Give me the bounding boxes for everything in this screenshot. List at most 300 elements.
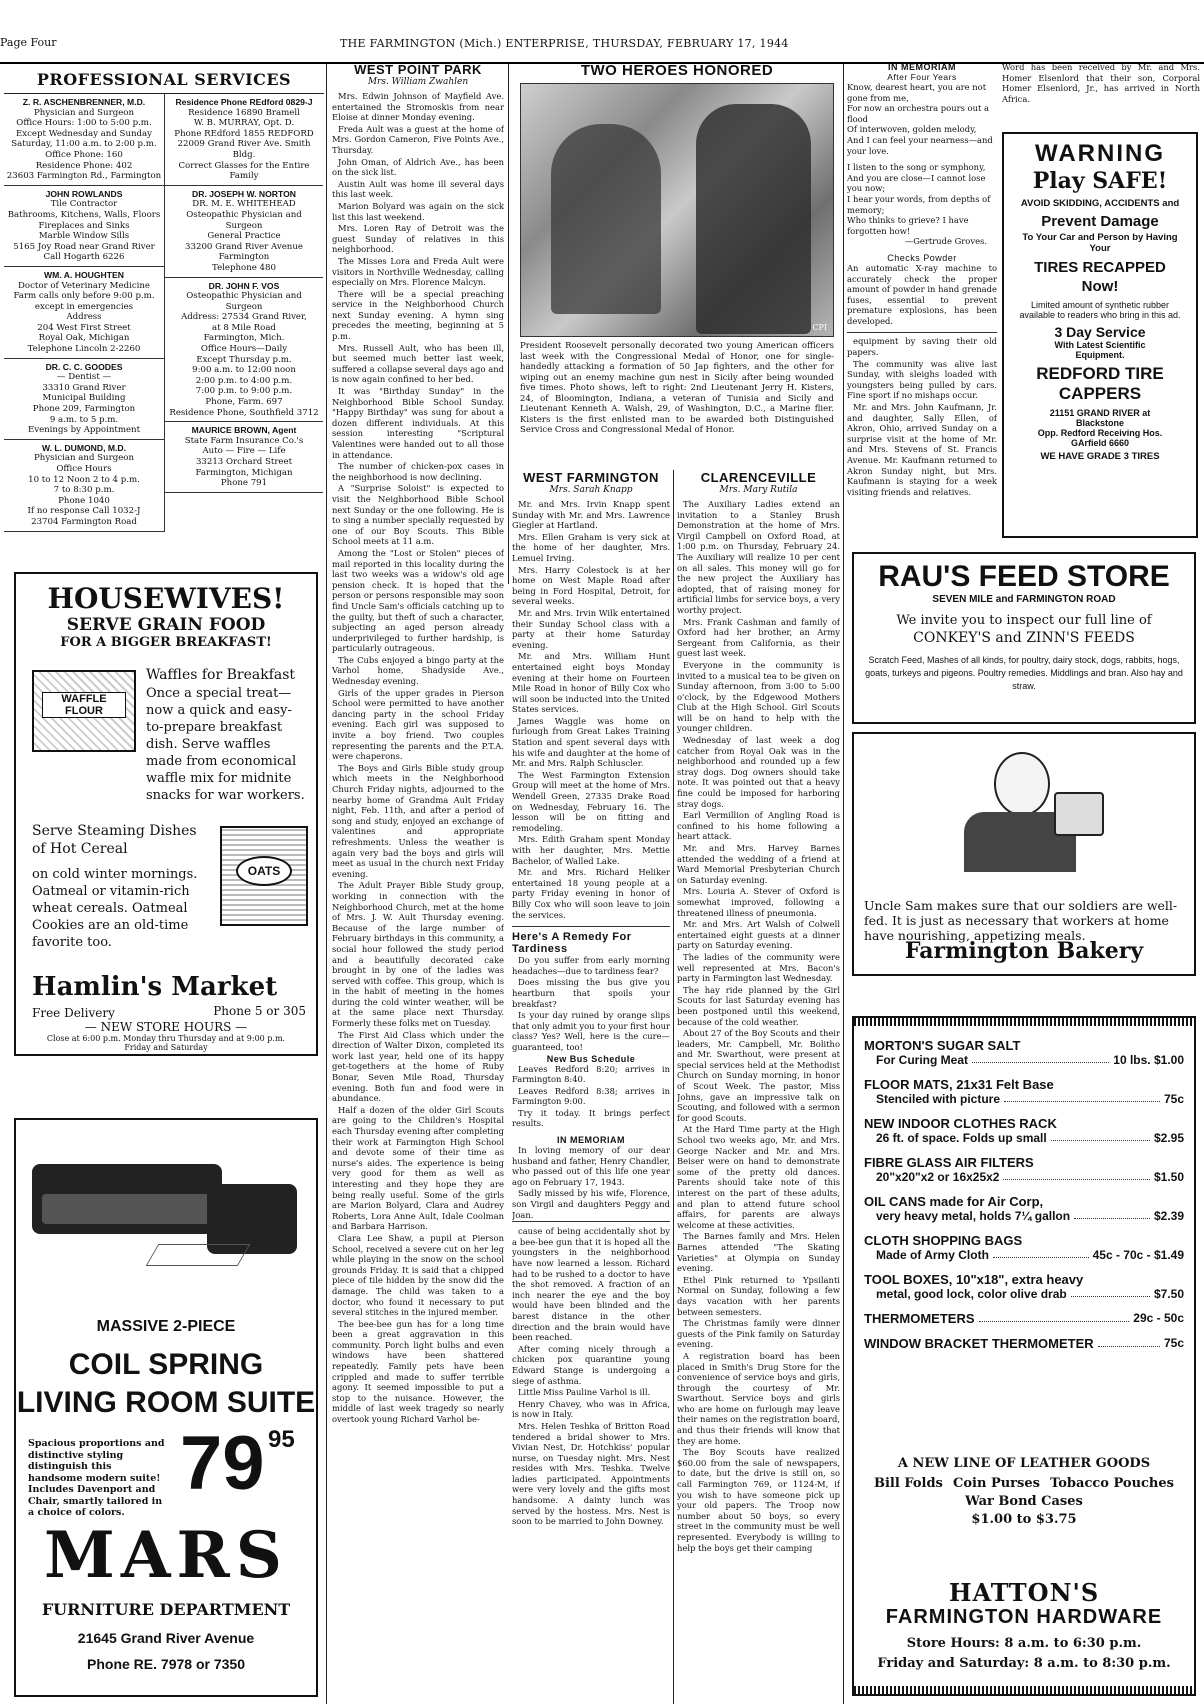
card-line: Tile Contractor	[50, 199, 118, 210]
paragraph: Little Miss Pauline Varhol is ill.	[518, 1387, 651, 1398]
hardware-item-price: $1.50	[1153, 1170, 1184, 1184]
card-line: General Practice	[207, 231, 281, 242]
hardware-item	[864, 1336, 1184, 1351]
cereal-body: on cold winter mornings. Oatmeal or vitamin-rich wheat cereals. Oatmeal Cookies are an old-time favorite too.	[32, 867, 198, 950]
paragraph: At the Hard Time party at the High School two weeks ago, Mr. and Mrs. George Nacker and Mr. and Mrs. Beiser were on hand to demonstrate some of the pretty old dances. Parents should take note of this interest on the part of these adults, and plan to attend future school affairs, for parents are always welcome at these activities.	[677, 1124, 840, 1230]
hardware-item-detail: 20"x20"x2 or 16x25x2	[876, 1170, 1000, 1184]
paragraph: Mrs. Helen Teshka of Britton Road tendered a bridal shower to Mrs. Vivian Nest, Dr. Hotchkiss' popular nurse, on Tuesday night. Mrs. Nest resides with Mrs. Teshka. Twelve ladies participated. Appointments were very lovely and the gifts most handsome. A dainty lunch was served by the hostess. Mrs. Nest is soon to be married to John Downey.	[512, 1420, 670, 1527]
to-your-car: To Your Car and Person by Having Your	[1022, 232, 1178, 254]
leather-item: Coin Purses	[953, 1476, 1040, 1491]
paragraph: Mrs. Harry Colestock is at her home on West Maple Road after being in Ford Hospital, Detroit, for several weeks.	[512, 564, 670, 607]
rau-invite: We invite you to inspect our full line of	[896, 613, 1152, 628]
card-line: Office Hours: 1:00 to 5:00 p.m.	[16, 118, 152, 129]
farmington-bakery-ad	[852, 732, 1196, 976]
hardware-item	[864, 1077, 1184, 1106]
leader-dots	[1074, 1209, 1150, 1219]
bus-schedule-body	[512, 1064, 670, 1130]
paragraph: The Barnes family and Mrs. Helen Barnes attended "The Skating Varieties" at Olympia on Sunday evening.	[677, 1231, 840, 1274]
paragraph: Leaves Redford 8:38; arrives in Farmington 9:00.	[512, 1085, 670, 1107]
leather-item: Bill Folds	[874, 1476, 943, 1491]
card-name: WM. A. HOUGHTEN	[44, 269, 124, 280]
poem-title: IN MEMORIAM	[888, 62, 956, 72]
card-line: 23704 Farmington Road	[31, 516, 137, 527]
masthead	[0, 22, 1204, 58]
poem-line: I hear your words, from depths of memory;	[847, 193, 991, 215]
paragraph: Among the "Lost or Stolen" pieces of mail reported in this locality during the last two weeks was a widow's old age pension check. It is hoped that the person or persons responsible may soon find Uncle Sam's officials catching up to the guilty, but theft of such a character, subjecting an aged person already underprivileged to further hardship, is particularly outrageous.	[332, 547, 504, 654]
scientific-equipment: With Latest Scientific Equipment.	[1054, 340, 1146, 360]
professional-right-column	[165, 94, 323, 532]
hardware-item	[864, 1194, 1184, 1223]
card-line: Farmington, Michigan	[195, 467, 293, 478]
hardware-item-detail: metal, good lock, color olive drab	[876, 1287, 1067, 1301]
mars-furniture-ad	[14, 1118, 318, 1697]
paragraph: equipment by saving their old papers.	[847, 336, 997, 358]
hatton-hours: Store Hours: 8 a.m. to 6:30 p.m.	[906, 1636, 1142, 1651]
oats-box-label: OATS	[236, 856, 292, 886]
paragraph: Mrs. Frank Cashman and family of Oxford had her brother, an Army Sergeant from California, as their guest last week.	[677, 616, 840, 659]
hardware-item-detail: 26 ft. of space. Folds up small	[876, 1131, 1047, 1145]
hardware-item-row	[864, 1311, 1184, 1326]
column-rule	[326, 64, 327, 1704]
card-line: Residence Phone, Southfield 3712	[169, 407, 319, 418]
hardware-item	[864, 1038, 1184, 1067]
war-bond-cases: War Bond Cases	[965, 1494, 1083, 1509]
paragraph: The Christmas family were dinner guests of the Pink family on Saturday evening.	[677, 1318, 840, 1350]
leader-dots	[1051, 1131, 1150, 1141]
hatton-subtitle: FARMINGTON HARDWARE	[885, 1606, 1163, 1628]
paragraph: Henry Chavey, who was in Africa, is now in Italy.	[512, 1398, 670, 1420]
card-line: 7:00 p.m. to 9:00 p.m.	[195, 386, 293, 397]
hardware-item-price: 75c	[1163, 1092, 1184, 1106]
remedy-title: Here's A Remedy For Tardiness	[512, 926, 670, 955]
column-byline: Mrs. Mary Rutila	[719, 485, 798, 495]
cereal-copy	[32, 822, 212, 951]
memoriam-body	[512, 1145, 670, 1222]
hardware-item	[864, 1233, 1184, 1262]
store-phone: Phone 5 or 305	[213, 1004, 306, 1018]
professional-card	[4, 440, 164, 532]
card-line: at 8 Mile Road	[212, 322, 276, 333]
professional-card	[165, 422, 323, 493]
clarenceville-column	[677, 470, 840, 1702]
paragraph: Mr. and Mrs. William Hunt entertained eight boys Monday evening at their home on Fourteen Mile Road in honor of Billy Cox who will soon be inducted into the United States services.	[512, 651, 670, 715]
leather-item: Tobacco Pouches	[1050, 1476, 1174, 1491]
hardware-item-subrow	[864, 1287, 1184, 1301]
card-line: Residence 16890 Bramell	[188, 107, 300, 118]
waffle-title: Waffles for Breakfast	[146, 667, 296, 683]
hardware-item-detail: very heavy metal, holds 7¼ gallon	[876, 1209, 1071, 1223]
leader-dots	[993, 1248, 1089, 1258]
card-line: 33213 Orchard Street	[195, 457, 293, 467]
column-continued	[512, 1226, 670, 1527]
suite-line2: COIL SPRING	[68, 1348, 264, 1381]
rau-list: Scratch Feed, Mashes of all kinds, for poultry, dairy stock, dogs, rabbits, hogs, goats, turkeys and pigeons. Poultry remedies. Middlings and bran. Also hay and straw.	[865, 655, 1183, 691]
mars-address: 21645 Grand River Avenue	[77, 1630, 255, 1646]
day-service: 3 Day Service	[1054, 324, 1146, 340]
hardware-item-detail: For Curing Meat	[876, 1053, 968, 1067]
checks-powder-title: Checks Powder	[887, 252, 957, 263]
paragraph: The community was alive last Sunday, with sleighs loaded with youngsters being pulled by cars. Fine sport if no mishaps occur.	[847, 358, 997, 401]
card-line: Osteopathic Physician and	[186, 209, 302, 220]
card-line: Call Hogarth 6226	[43, 252, 125, 263]
card-line: Telephone Lincoln 2-2260	[27, 344, 141, 355]
hardware-item-subrow	[864, 1170, 1184, 1184]
poem-line: Of interwoven, golden melody,	[847, 124, 977, 135]
paragraph: There will be a special preaching service in the Neighborhood Church next Sunday evening. A hymn sing precedes the meeting, beginning at 5 p.m.	[332, 288, 504, 342]
card-line: Phone 791	[220, 478, 268, 489]
mars-department: FURNITURE DEPARTMENT	[41, 1600, 291, 1619]
card-line: Office Hours—Daily	[200, 344, 288, 355]
card-line: 9 a.m. to 5 p.m.	[49, 414, 119, 425]
professional-card	[4, 359, 164, 440]
hardware-item-price: 29c - 50c	[1133, 1311, 1184, 1325]
checks-powder-body: An automatic X-ray machine to accurately check the proper amount of powder in hand grenade fuses, essential to prevent premature explosions, has been developed.	[847, 262, 997, 326]
card-line: 9:00 a.m. to 12:00 noon	[192, 365, 296, 376]
card-line: 33310 Grand River	[42, 382, 126, 393]
card-line: Address: 27534 Grand River,	[181, 312, 307, 323]
column-title: CLARENCEVILLE	[700, 470, 817, 485]
hardware-item	[864, 1116, 1184, 1145]
card-name: Residence Phone REdford 0829-J	[175, 97, 313, 107]
column-title: WEST FARMINGTON	[523, 470, 659, 485]
paragraph: Mrs. Ellen Graham is very sick at the home of her daughter, Mrs. Lemuel Irving.	[512, 531, 670, 563]
waffle-box-label: WAFFLE FLOUR	[42, 692, 126, 718]
hardware-item-subrow	[864, 1092, 1184, 1106]
professional-card	[4, 267, 164, 359]
poem-line: And you are close—I cannot lose you now;	[847, 172, 986, 194]
paragraph: Clara Lee Shaw, a pupil at Pierson School, received a severe cut on her leg while playing in the snow on the school grounds Friday. It is said that a chipped piece of tile hidden by the snow did the damage. The child was taken to a doctor, who found it necessary to put several stitches in the injured member.	[332, 1232, 504, 1318]
hardware-item-price: $2.39	[1153, 1209, 1184, 1223]
card-line: Telephone 480	[212, 262, 276, 273]
card-line: Farmington	[218, 252, 270, 263]
professional-card	[165, 278, 323, 423]
paragraph: Wednesday of last week a dog catcher from Royal Oak was in the neighborhood and rounded up a few stray dogs. Dog owners should take note. It was pointed out that a heavy fine could be imposed for harboring stray dogs.	[677, 735, 840, 809]
paragraph: Mrs. Louria A. Stever of Oxford is somewhat improved, following a threatened illness of pneumonia.	[677, 886, 840, 918]
hardware-item-name: NEW INDOOR CLOTHES RACK	[864, 1116, 1057, 1131]
card-line: Royal Oak, Michigan	[38, 333, 130, 344]
raus-feed-store-ad	[852, 552, 1196, 724]
professional-card	[4, 94, 164, 186]
column-byline: Mrs. William Zwahlen	[367, 77, 469, 87]
store-name: Hamlin's Market	[32, 972, 278, 1002]
paragraph: Half a dozen of the older Girl Scouts are going to the Children's Hospital each Thursday evening after completing their work at Farmington High School and devote some of their time as nurse's aides. The experience is being very good for them as well as interesting and they hope they are being really useful. Some of the girls are Marion Bolyard, Clara and Audrey Roberts, Lora Anne Ault, Idale Coolman and Barbara Harrison.	[332, 1104, 504, 1232]
avoid-skidding: AVOID SKIDDING, ACCIDENTS and	[1020, 198, 1180, 209]
suite-price: 79	[180, 1421, 265, 1506]
paragraph: After coming nicely through a chicken pox quarantine young Edward Stange is undergoing a siege of asthma.	[512, 1343, 670, 1386]
card-line: Except Wednesday and Sunday	[16, 128, 152, 139]
card-line: Phone 1040	[58, 495, 110, 506]
paragraph: The Misses Lora and Freda Ault were visitors in Northville Wednesday, calling especially on Mrs. Florence Malcyn.	[332, 255, 504, 288]
oats-box-image	[220, 826, 308, 926]
paragraph: Girls of the upper grades in Pierson School were permitted to have another dancing party in the school Friday evening. Each girl was supposed to invite a boy friend. Two couples representing the parents and the P.T.A. were chaperons.	[332, 687, 504, 762]
border-pattern	[854, 1018, 1194, 1026]
cereal-title: Serve Steaming Dishes of Hot Cereal	[32, 823, 197, 857]
suite-price-cents: 95	[268, 1426, 295, 1453]
hardware-item	[864, 1311, 1184, 1326]
card-line: 22009 Grand River Ave. Smith Bldg.	[177, 139, 311, 160]
hardware-item-name: FIBRE GLASS AIR FILTERS	[864, 1155, 1034, 1170]
paragraph: James Waggle was home on furlough from Great Lakes Training Station and spent several days with his wife and daughter at the home of Mr. and Mrs. Ralph Schluscler.	[512, 715, 670, 769]
card-line: Phone 209, Farmington	[32, 404, 136, 415]
hardware-item-row	[864, 1038, 1184, 1053]
sofa-illustration	[32, 1134, 302, 1274]
hardware-item-detail: Stenciled with picture	[876, 1092, 1001, 1106]
warning-heading: WARNING	[1035, 140, 1165, 167]
poem-line: Who thinks to grieve? I have forgotten how!	[847, 215, 969, 236]
mars-phone: Phone RE. 7978 or 7350	[87, 1656, 245, 1672]
hardware-item-row	[864, 1272, 1184, 1287]
card-line: Residence Phone: 402	[35, 160, 133, 171]
card-line: 204 West First Street	[37, 322, 131, 333]
rau-address: SEVEN MILE and FARMINGTON ROAD	[932, 594, 1116, 605]
bus-schedule-title: New Bus Schedule	[546, 1053, 636, 1064]
memoriam-title: IN MEMORIAM	[557, 1135, 625, 1146]
redford-address: 21151 GRAND RIVER at Blackstone	[1049, 408, 1151, 428]
redford-opp: Opp. Redford Receiving Hos.	[1037, 428, 1163, 438]
card-line: Saturday, 11:00 a.m. to 2:00 p.m.	[11, 139, 157, 150]
newspaper-title: THE FARMINGTON (Mich.) ENTERPRISE, THURSDAY, FEBRUARY 17, 1944	[340, 37, 789, 50]
column-title: WEST POINT PARK	[354, 62, 482, 77]
bakery-text: Uncle Sam makes sure that our soldiers are well-fed. It is just as necessary that workers at home have nourishing, appetizing meals.	[864, 898, 1178, 943]
card-line: Phone, Farm. 697	[205, 397, 283, 408]
card-line: DR. M. E. WHITEHEAD	[192, 199, 296, 210]
card-line: Evenings by Appointment	[27, 425, 141, 436]
poem-line: And I can feel your nearness—and your love.	[847, 134, 993, 156]
professional-left-column	[4, 94, 165, 532]
paragraph: Try it today. It brings perfect results.	[512, 1107, 670, 1129]
photo-credit: CPI	[812, 323, 827, 332]
card-line: 5165 Joy Road near Grand River	[13, 241, 155, 252]
hatton-hours-weekend: Friday and Saturday: 8 a.m. to 8:30 p.m.	[877, 1656, 1171, 1671]
card-line: Family	[229, 171, 259, 182]
hardware-item-name: THERMOMETERS	[864, 1311, 975, 1326]
card-line: Except Thursday p.m.	[196, 354, 292, 365]
hardware-item-subrow	[864, 1248, 1184, 1262]
paragraph: The First Aid Class which under the direction of Walter Dixon, completed its work last year, held one of its happy get-togethers at the home of Ruby Bonar, Seven Mile Road, Thursday evening. Both fun and food were in abundance.	[332, 1029, 504, 1104]
card-line: Marble Window Sills	[38, 231, 130, 242]
paragraph: Mr. and Mrs. John Kaufmann, Jr. and daughter, Sally Ellen, of Akron, Ohio, arrived Sunday on a surprise visit at the home of Mr. and Mrs. Stevens of St. Francis Avenue. Mr. Kaufmann returned to Akron Sunday night, but Mrs. Kaufmann is staying for a week visiting friends and relatives.	[847, 402, 997, 497]
leader-dots	[1071, 1287, 1150, 1297]
rau-name: RAU'S FEED STORE	[878, 560, 1170, 593]
leather-goods	[874, 1476, 1174, 1491]
card-line: 7 to 8:30 p.m.	[53, 485, 115, 496]
column-body	[332, 91, 504, 1425]
paragraph: Leaves Redford 8:20; arrives in Farmington 8:40.	[512, 1063, 670, 1085]
west-farmington-column	[512, 470, 670, 1702]
bakery-name: Farmington Bakery	[904, 938, 1144, 964]
rau-feeds: CONKEY'S and ZINN'S FEEDS	[913, 630, 1135, 646]
hardware-item-price: 75c	[1163, 1336, 1184, 1350]
paragraph: Mr. and Mrs. Richard Heliker entertained 18 young people at a party Friday evening in honor of Billy Cox who will soon leave to join the services.	[512, 867, 670, 920]
column-byline: Mrs. Sarah Knapp	[549, 485, 633, 495]
paragraph: The Boys and Girls Bible study group which meets in the Neighborhood Church Friday nights, adjourned to the nearby home of Grandma Ault Friday night, Feb. 11th, and after a period of song and study, enjoyed an exchange of valentines and appropriate refreshments. Unless the weather is again very bad the boys and girls will meet as usual in the church next Friday evening.	[332, 762, 504, 879]
leader-dots	[1003, 1170, 1149, 1180]
card-line: Surgeon	[225, 220, 263, 231]
hattons-hardware-ad	[852, 1016, 1196, 1696]
paragraph: Does missing the bus give you heartburn that spoils your breakfast?	[512, 977, 670, 1009]
paragraph: The West Farmington Extension Group will meet at the home of Mrs. Wendell Green, 27335 Drake Road on Wednesday, February 16. The lesson will be on fitting and remodeling.	[512, 769, 670, 833]
professional-services	[4, 70, 324, 560]
hardware-item-price: $2.95	[1153, 1131, 1184, 1145]
poem-line: I listen to the song or symphony,	[847, 162, 986, 173]
card-name: JOHN ROWLANDS	[45, 188, 123, 199]
memoriam-poem-column	[847, 62, 997, 540]
prevent-damage: Prevent Damage	[1041, 213, 1159, 230]
paragraph: A registration board has been placed in Smith's Drug Store for the convenience of service boys and girls, through the courtesy of Mr. Swarthout. Service boys and girls who are home on furlough may leave their names on the registration board, and thus their friends will know that they are home.	[677, 1350, 840, 1446]
card-name: Z. R. ASCHENBRENNER, M.D.	[22, 97, 146, 107]
paragraph: In loving memory of our dear husband and father, Henry Chandler, who passed out of this life one year ago on February 17, 1943.	[512, 1145, 670, 1187]
tires-recapped: TIRES RECAPPED Now!	[1034, 259, 1166, 295]
paragraph: Mrs. Russell Ault, who has been ill, but seemed much better last week, suffered a collapse several days ago and is now again confined to her bed.	[332, 342, 504, 385]
west-point-park-column	[332, 62, 504, 1702]
card-line: Farm calls only before 9:00 p.m.	[13, 291, 155, 302]
hardware-item-list	[864, 1038, 1184, 1361]
page-number: Page Four	[0, 36, 57, 49]
redford-name: REDFORD TIRE CAPPERS	[1036, 364, 1164, 403]
leader-dots	[979, 1311, 1130, 1322]
hardware-item-row	[864, 1194, 1184, 1209]
hardware-item-row	[864, 1233, 1184, 1248]
suite-line3: LIVING ROOM SUITE	[16, 1386, 316, 1419]
paragraph: Ethel Pink returned to Ypsilanti Normal on Sunday, following a few days vacation with her parents between semesters.	[677, 1274, 840, 1317]
paragraph: Mr. and Mrs. Harvey Barnes attended the wedding of a friend at Ward Memorial Presbyterian Church on Saturday evening.	[677, 843, 840, 885]
hardware-item-name: MORTON'S SUGAR SALT	[864, 1038, 1021, 1053]
hardware-item-subrow	[864, 1053, 1184, 1067]
card-line: 2:00 p.m. to 4:00 p.m.	[195, 375, 293, 386]
grade-three: WE HAVE GRADE 3 TIRES	[1040, 451, 1160, 462]
hours-title: — NEW STORE HOURS —	[84, 1020, 248, 1034]
card-line: Auto — Fire — Life	[202, 446, 286, 457]
card-line: Physician and Surgeon	[34, 107, 134, 118]
paragraph: Everyone in the community is invited to a musical tea to be given on Sunday afternoon, from 3:00 to 5:00 o'clock, by the Edgewood Mothers Club at the High School. Girl Scouts will be on hand to help with the younger children.	[677, 659, 840, 734]
hardware-item	[864, 1155, 1184, 1184]
paragraph: Freda Ault was a guest at the home of Mrs. Gordon Cameron, Five Points Ave., Thursday.	[332, 123, 504, 155]
poem-body	[847, 82, 997, 236]
card-line: except in emergencies	[34, 301, 134, 312]
paragraph: Mrs. Loren Ray of Detroit was the guest Sunday of relatives in this neighborhood.	[332, 223, 504, 255]
card-line: 33200 Grand River Avenue	[185, 241, 303, 252]
hardware-item-row	[864, 1116, 1184, 1131]
paragraph: Earl Vermillion of Angling Road is confined to his home following a heart attack.	[677, 810, 840, 842]
paragraph: The Auxiliary Ladies extend an invitation to a Stanley Brush Demonstration at the home of Mrs. Virgil Campbell on Oxford Road, at 1:00 p.m. on Thursday, February 24. The Auxiliary will realize 10 per cent on all sales. This money will go for the new project the Auxiliary has adopted, that of raising money for artificial limbs for service boys, a very worthy project.	[677, 499, 840, 615]
paragraph: The Cubs enjoyed a bingo party at the Varhol home, Shadyside Ave., Wednesday evening.	[332, 654, 504, 687]
leader-dots	[1004, 1092, 1160, 1102]
card-name: DR. C. C. GOODES	[45, 361, 123, 372]
paragraph: The hay ride planned by the Girl Scouts for last Saturday evening has been postponed until this weekend, because of the cold weather.	[677, 984, 840, 1027]
delivery: Free Delivery	[32, 1006, 115, 1020]
hardware-item-price: 45c - 70c - $1.49	[1092, 1248, 1184, 1262]
clarenceville-continued	[847, 332, 997, 497]
leader-dots	[1098, 1336, 1160, 1347]
paragraph: Mrs. Edwin Johnson of Mayfield Ave. entertained the Stromoskis from near Eloise at dinner Monday evening.	[332, 91, 504, 123]
professional-title: PROFESSIONAL SERVICES	[4, 70, 324, 94]
card-line: W. B. MURRAY, Opt. D.	[193, 118, 295, 129]
card-line: Bathrooms, Kitchens, Walls, Floors	[7, 209, 161, 220]
card-name: W. L. DUMOND, M.D.	[41, 442, 127, 453]
paragraph: Mr. and Mrs. Irvin Wilk entertained their Sunday School class with a party at their home Saturday evening.	[512, 607, 670, 650]
hardware-item-row	[864, 1155, 1184, 1170]
photo-caption: President Roosevelt personally decorated two young American officers last week with the Congressional Medal of Honor, one for single-handedly attacking a formation of 50 Jap fighters, and the other for wiping out an enemy machine gun nest in Sicily after being wounded five times. Photo shows, left to right: 2nd Lieutenant Jerry H. Kisters, 24, of Bloomington, Indiana, a veteran of Tunisia and Sicily and Lieutenant Kenneth A. Walsh, 29, of Washington, D.C., a Marine flier. Kisters is the first enlisted man to be awarded both Distinguished Service Cross and Congressional Medal of Honor.	[520, 341, 834, 435]
column-rule	[843, 64, 844, 1704]
suite-description: Spacious proportions and distinctive styling distinguish this handsome modern suite! Includes Davenport and Chair, smartly tailored in a choice of colors.	[28, 1438, 165, 1518]
paragraph: Mr. and Mrs. Art Walsh of Colwell entertained eight guests at a dinner party on Saturday evening.	[677, 919, 840, 951]
column-rule	[508, 64, 509, 584]
professional-card	[165, 94, 323, 186]
card-line: Phone REdford 1855 REDFORD	[174, 128, 314, 139]
hatton-name: HATTON'S	[948, 1578, 1100, 1607]
limited-rubber: Limited amount of synthetic rubber available to readers who bring in this ad.	[1019, 300, 1181, 320]
column-rule	[673, 470, 674, 1704]
card-line: 10 to 12 Noon 2 to 4 p.m.	[28, 474, 140, 485]
paragraph: The number of chicken-pox cases in the neighborhood is now declining.	[332, 461, 504, 482]
paragraph: Marion Bolyard was again on the sick list this last weekend.	[332, 200, 504, 222]
card-line: Address	[66, 312, 102, 323]
paragraph: A "Surprise Soloist" is expected to visit the Neighborhood Bible School next Sunday or the one following. He is to sing a number specially requested by one of our Boy Scouts. This Bible School meets at 11 a.m.	[332, 483, 504, 547]
paragraph: The Boy Scouts have realized $60.00 from the sale of newspapers, to date, but the drive is still on, so call Farmington 769, or 1124-M, if you wish to have someone pick up your old papers. The Troop now number about 50 boys, so every street in the community must be well represented. Everybody is willing to help the boys get their camping	[677, 1447, 840, 1553]
hardware-item-name: OIL CANS made for Air Corp,	[864, 1194, 1044, 1209]
hardware-item-name: FLOOR MATS, 21x31 Felt Base	[864, 1077, 1054, 1092]
hardware-item-subrow	[864, 1131, 1184, 1145]
paragraph: The bee-bee gun has for a long time been a great aggravation in this community. Porch light bulbs and even windows have been shattered repeatedly. Family pets have been crippled and made to suffer terrible agony. It seemed impossible to put a stop to the nuisance. However, the middle of last week tragedy so nearly overtook young Richard Varhol be-	[332, 1318, 504, 1425]
waffle-box-image	[32, 670, 136, 752]
card-line: Fireplaces and Sinks	[38, 220, 130, 231]
hardware-item-name: TOOL BOXES, 10"x18", extra heavy	[864, 1272, 1084, 1287]
paragraph: The ladies of the community were well represented at Mrs. Bacon's party in Farmington last Wednesday.	[677, 951, 840, 984]
card-line: Office Hours	[56, 464, 112, 474]
card-name: MAURICE BROWN, Agent	[191, 425, 297, 436]
card-name: DR. JOSEPH W. NORTON	[192, 188, 296, 199]
hardware-item-name: CLOTH SHOPPING BAGS	[864, 1233, 1023, 1248]
remedy-body	[512, 955, 670, 1052]
story-title: TWO HEROES HONORED	[580, 62, 774, 79]
ad-headline: HOUSEWIVES!	[47, 582, 285, 615]
paragraph: Do you suffer from early morning headaches—due to tardiness fear?	[512, 955, 670, 976]
waffle-copy	[146, 666, 306, 804]
hardware-item-row	[864, 1336, 1184, 1351]
professional-card	[165, 186, 323, 278]
poem-line: For now an orchestra pours out a flood	[847, 103, 990, 124]
war-bond-price: $1.00 to $3.75	[971, 1512, 1077, 1527]
paragraph: John Oman, of Aldrich Ave., has been on the sick list.	[332, 156, 504, 178]
paragraph: Austin Ault was home ill several days this last week.	[332, 178, 504, 200]
ellsenlord-notice: Word has been received by Mr. and Mrs. Homer Elsenlord that their son, Corporal Homer Elsenlord, Jr., has arrived in North Africa.	[1002, 62, 1200, 104]
card-line: 23603 Farmington Rd., Farmington	[6, 171, 162, 182]
play-safe: Play SAFE!	[1032, 168, 1168, 194]
hardware-item-subrow	[864, 1209, 1184, 1223]
hardware-item	[864, 1272, 1184, 1301]
hardware-item-name: WINDOW BRACKET THERMOMETER	[864, 1336, 1094, 1351]
paragraph: Mr. and Mrs. Irvin Knapp spent Sunday with Mr. and Mrs. Lawrence Giegler at Hartland.	[512, 499, 670, 531]
hamlins-market-ad	[14, 572, 318, 1056]
card-name: DR. JOHN F. VOS	[208, 280, 280, 291]
card-line: If no response Call 1032-J	[27, 506, 141, 517]
hardware-item-detail: Made of Army Cloth	[876, 1248, 989, 1262]
card-line: Osteopathic Physician and Surgeon	[186, 291, 302, 312]
paragraph: Sadly missed by his wife, Florence, son Virgil and daughters Peggy and Joan.	[512, 1188, 670, 1220]
card-line: Municipal Building	[42, 393, 126, 404]
leather-title: A NEW LINE OF LEATHER GOODS	[897, 1456, 1151, 1471]
paragraph: About 27 of the Boy Scouts and their leaders, Mr. Campbell, Mr. Bolitho and Mr. Swarthout, were present at special services held at the Methodist Church on Sunday morning, in honor of Scout Week. The pastor, Miss Johns, gave an impressive talk on Scouting, and followed with a sermon for good Scouts.	[677, 1028, 840, 1123]
soldier-illustration	[944, 742, 1104, 872]
card-line: State Farm Insurance Co.'s	[184, 435, 304, 446]
poem-author: —Gertrude Groves.	[904, 236, 987, 247]
card-line: Farmington, Mich.	[203, 333, 285, 344]
column-body	[512, 499, 670, 920]
paragraph: cause of being accidentally shot by a bee-bee gun that it is hoped all the youngsters in the neighborhood have now learned a lesson. Richard had to be rushed to a doctor to have the shot removed. A fraction of an inch nearer the eye and the boy would have been blinded and the barest distance in the other direction and the brain would have been reached.	[512, 1226, 670, 1343]
card-line: Correct Glasses for the Entire	[178, 160, 310, 171]
card-line: — Dentist —	[56, 372, 112, 383]
card-line: Physician and Surgeon	[34, 453, 134, 464]
